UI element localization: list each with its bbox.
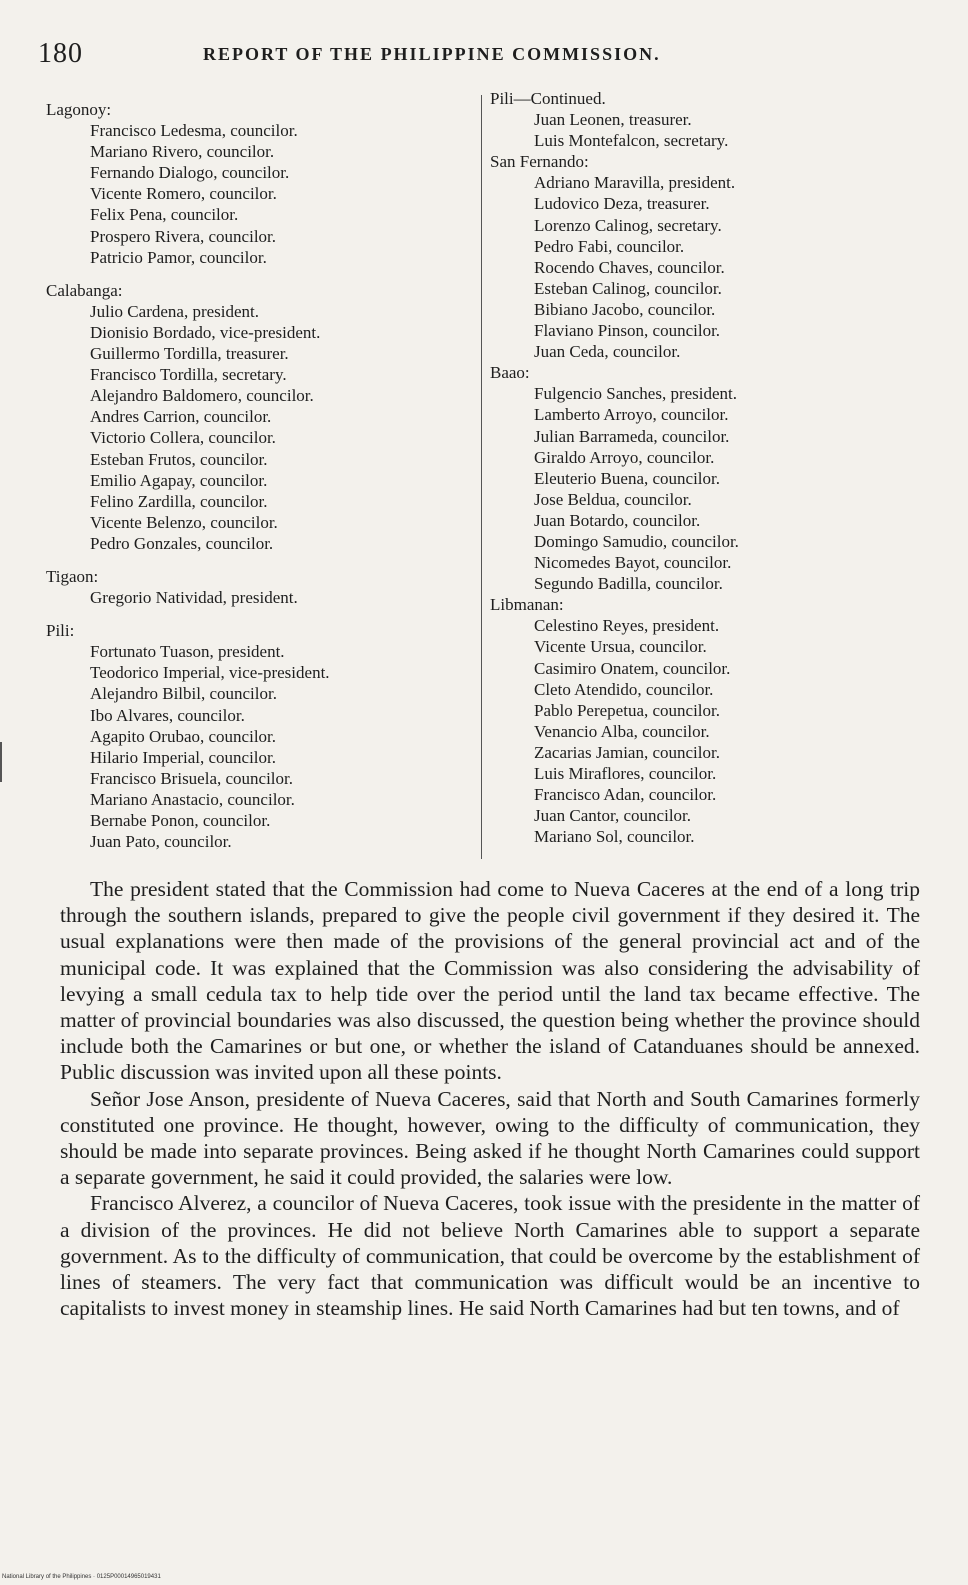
paragraph: Francisco Alverez, a councilor of Nueva Caceres, took issue with the presidente in the matter of a division of the provinces. He did not believe North Camarines able to support a separate government. As to the difficulty of communication, that could be overcome by the establishment of lines of steamers. The very fact that communication was difficult would be an incentive to capitalists to invest money in steamship lines. He said North Camarines had but ten towns, and of xyxy=(60,1191,920,1321)
official-entry: Flaviano Pinson, councilor. xyxy=(534,321,721,341)
official-entry: Felino Zardilla, councilor. xyxy=(90,491,268,511)
official-list xyxy=(490,109,910,151)
official-entry: Vicente Ursua, councilor. xyxy=(534,637,707,657)
official-entry: Jose Beldua, councilor. xyxy=(534,489,692,509)
official-entry: Mariano Rivero, councilor. xyxy=(90,142,275,162)
official-entry: Hilario Imperial, councilor. xyxy=(90,747,276,767)
official-entry: Fortunato Tuason, president. xyxy=(90,642,285,662)
official-entry: Bibiano Jacobo, councilor. xyxy=(534,299,716,319)
official-entry: Juan Pato, councilor. xyxy=(90,832,232,852)
municipality-name: Libmanan: xyxy=(490,595,564,615)
page-header xyxy=(38,38,918,78)
official-entry: Agapito Orubao, councilor. xyxy=(90,726,277,746)
official-entry: Celestino Reyes, president. xyxy=(534,616,720,636)
official-entry: Juan Cantor, councilor. xyxy=(534,806,692,826)
official-entry: Alejandro Baldomero, councilor. xyxy=(90,386,314,406)
official-entry: Pablo Perepetua, councilor. xyxy=(534,700,721,720)
official-entry: Francisco Ledesma, councilor. xyxy=(90,121,298,141)
official-entry: Guillermo Tordilla, treasurer. xyxy=(90,344,289,364)
official-entry: Francisco Adan, councilor. xyxy=(534,785,717,805)
municipality-name: Pili: xyxy=(46,621,75,641)
municipality-name: Tigaon: xyxy=(46,566,99,586)
official-entry: Gregorio Natividad, president. xyxy=(90,588,298,608)
official-entry: Domingo Samudio, councilor. xyxy=(534,531,739,551)
official-entry: Felix Pena, councilor. xyxy=(90,205,239,225)
official-entry: Victorio Collera, councilor. xyxy=(90,428,276,448)
scan-credit: National Library of the Philippines · 0125P00014965019431 xyxy=(2,1574,161,1580)
official-entry: Alejandro Bilbil, councilor. xyxy=(90,684,277,704)
municipality-pili xyxy=(46,620,466,852)
official-list xyxy=(46,301,466,554)
scan-edge-mark xyxy=(0,742,2,782)
municipality-baao xyxy=(490,362,910,594)
official-entry: Dionisio Bordado, vice-president. xyxy=(90,322,321,342)
official-entry: Lamberto Arroyo, councilor. xyxy=(534,405,729,425)
official-list xyxy=(46,587,466,608)
official-entry: Juan Leonen, treasurer. xyxy=(534,110,692,130)
page-number: 180 xyxy=(38,38,83,69)
official-entry: Ibo Alvares, councilor. xyxy=(90,705,245,725)
municipality-pili-continued xyxy=(490,88,910,151)
official-entry: Julio Cardena, president. xyxy=(90,301,260,321)
official-entry: Juan Ceda, councilor. xyxy=(534,342,681,362)
official-entry: Emilio Agapay, councilor. xyxy=(90,470,268,490)
municipality-name: Lagonoy: xyxy=(46,100,112,119)
paragraph: The president stated that the Commission had come to Nueva Caceres at the end of a long trip through the southern islands, prepared to give the people civil government if they desired it. The usual explanations were then made of the provisions of the general provincial act and of the municipal code. It was explained that the Commission was also considering the advisability of levying a small cedula tax to help tide over the period until the land tax became effective. The matter of provincial boundaries was also discussed, the question being whether the province should include both the Camarines or but one, or whether the island of Catanduanes should be annexed. Public discussion was invited upon all these points. xyxy=(60,877,920,1085)
official-entry: Bernabe Ponon, councilor. xyxy=(90,811,271,830)
body-text xyxy=(60,876,920,1321)
official-entry: Eleuterio Buena, councilor. xyxy=(534,468,720,488)
official-entry: Fulgencio Sanches, president. xyxy=(534,384,738,404)
official-entry: Casimiro Onatem, councilor. xyxy=(534,658,731,678)
official-entry: Mariano Sol, councilor. xyxy=(534,827,695,847)
municipality-san-fernando xyxy=(490,151,910,362)
official-entry: Juan Botardo, councilor. xyxy=(534,510,701,530)
official-entry: Luis Miraflores, councilor. xyxy=(534,764,717,783)
municipality-libmanan xyxy=(490,594,910,847)
official-entry: Teodorico Imperial, vice-president. xyxy=(90,663,330,683)
official-entry: Fernando Dialogo, councilor. xyxy=(90,163,290,183)
column-divider xyxy=(481,95,482,859)
municipality-calabanga xyxy=(46,280,466,554)
municipality-name: San Fernando: xyxy=(490,152,589,172)
official-entry: Francisco Tordilla, secretary. xyxy=(90,365,287,385)
right-column xyxy=(490,88,910,847)
official-entry: Segundo Badilla, councilor. xyxy=(534,574,723,594)
official-entry: Andres Carrion, councilor. xyxy=(90,407,272,427)
official-entry: Pedro Fabi, councilor. xyxy=(534,236,685,256)
municipality-name: Calabanga: xyxy=(46,280,123,300)
official-entry: Vicente Romero, councilor. xyxy=(90,184,277,204)
official-entry: Prospero Rivera, councilor. xyxy=(90,226,277,246)
running-title: REPORT OF THE PHILIPPINE COMMISSION. xyxy=(203,44,661,64)
official-entry: Lorenzo Calinog, secretary. xyxy=(534,215,722,235)
official-list xyxy=(46,120,466,268)
official-list xyxy=(490,172,910,362)
official-entry: Rocendo Chaves, councilor. xyxy=(534,257,725,277)
official-entry: Mariano Anastacio, councilor. xyxy=(90,789,295,809)
official-entry: Zacarias Jamian, councilor. xyxy=(534,742,720,762)
official-entry: Venancio Alba, councilor. xyxy=(534,721,710,741)
official-entry: Francisco Brisuela, councilor. xyxy=(90,768,294,788)
official-list xyxy=(490,383,910,594)
official-entry: Nicomedes Bayot, councilor. xyxy=(534,553,732,573)
left-column xyxy=(46,99,466,852)
official-entry: Giraldo Arroyo, councilor. xyxy=(534,447,715,467)
official-entry: Esteban Frutos, councilor. xyxy=(90,449,268,469)
official-entry: Pedro Gonzales, councilor. xyxy=(90,533,274,553)
official-entry: Ludovico Deza, treasurer. xyxy=(534,194,710,214)
official-list xyxy=(46,641,466,852)
official-entry: Luis Montefalcon, secretary. xyxy=(534,131,729,151)
official-entry: Julian Barrameda, councilor. xyxy=(534,426,730,446)
official-list xyxy=(490,615,910,847)
official-entry: Patricio Pamor, councilor. xyxy=(90,247,267,267)
municipality-name: Pili—Continued. xyxy=(490,89,606,108)
official-entry: Cleto Atendido, councilor. xyxy=(534,679,714,699)
official-entry: Esteban Calinog, councilor. xyxy=(534,278,722,298)
official-entry: Adriano Maravilla, president. xyxy=(534,173,736,193)
official-entry: Vicente Belenzo, councilor. xyxy=(90,512,278,532)
municipality-tigaon xyxy=(46,566,466,608)
paragraph: Señor Jose Anson, presidente of Nueva Caceres, said that North and South Camarines formerly constituted one province. He thought, however, owing to the difficulty of communication, they should be made into separate provinces. Being asked if he thought North Camarines could support a separate government, he said it could provided, the salaries were low. xyxy=(60,1086,920,1190)
municipality-lagonoy xyxy=(46,99,466,268)
municipality-name: Baao: xyxy=(490,363,530,383)
